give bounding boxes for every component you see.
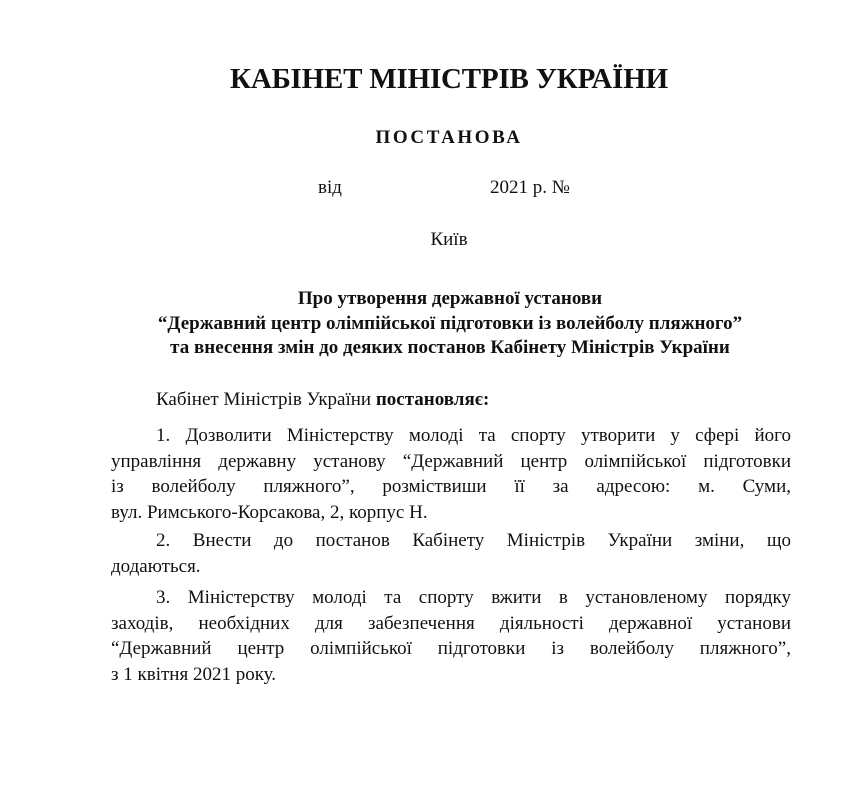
paragraph-line: додаються. — [111, 555, 201, 577]
intro-text: Кабінет Міністрів України — [156, 389, 376, 410]
subject-line: Про утворення державної установи — [297, 288, 603, 309]
paragraph-line: 2. Внести до постанов Кабінету Міністрів України зміни, що — [156, 530, 791, 551]
document-type: ПОСТАНОВА — [375, 127, 523, 148]
subject-line: “Державний центр олімпійської підготовки із волейболу пляжного” — [157, 312, 743, 334]
date-from-label: від — [318, 177, 342, 198]
paragraph-line: вул. Римського-Корсакова, 2, корпус Н. — [111, 501, 428, 523]
paragraph-line: 3. Міністерству молоді та спорту вжити в установленому порядку — [156, 587, 791, 608]
paragraph-line: управління державну установу “Державний центр олімпійської підготовки — [111, 450, 791, 472]
paragraph-2 — [111, 528, 791, 579]
paragraph-line: заходів, необхідних для забезпечення діяльності державної установи — [111, 612, 791, 634]
document-title: КАБІНЕТ МІНІСТРІВ УКРАЇНИ — [230, 63, 668, 95]
document-subject — [60, 287, 840, 361]
date-year-number: 2021 р. № — [490, 177, 570, 198]
paragraph-3 — [111, 585, 791, 687]
subject-line: та внесення змін до деяких постанов Кабінету Міністрів України — [170, 337, 730, 358]
intro-verb: постановляє: — [375, 389, 490, 410]
resolution-intro — [156, 388, 489, 412]
paragraph-1 — [111, 423, 791, 525]
paragraph-line: “Державний центр олімпійської підготовки із волейболу пляжного”, — [111, 638, 791, 659]
paragraph-line: 1. Дозволити Міністерству молоді та спорту утворити у сфері його — [156, 425, 791, 446]
city-name: Київ — [430, 229, 468, 250]
paragraph-line: із волейболу пляжного”, розміствиши її за адресою: м. Суми, — [111, 476, 791, 497]
paragraph-line: з 1 квітня 2021 року. — [111, 663, 277, 685]
